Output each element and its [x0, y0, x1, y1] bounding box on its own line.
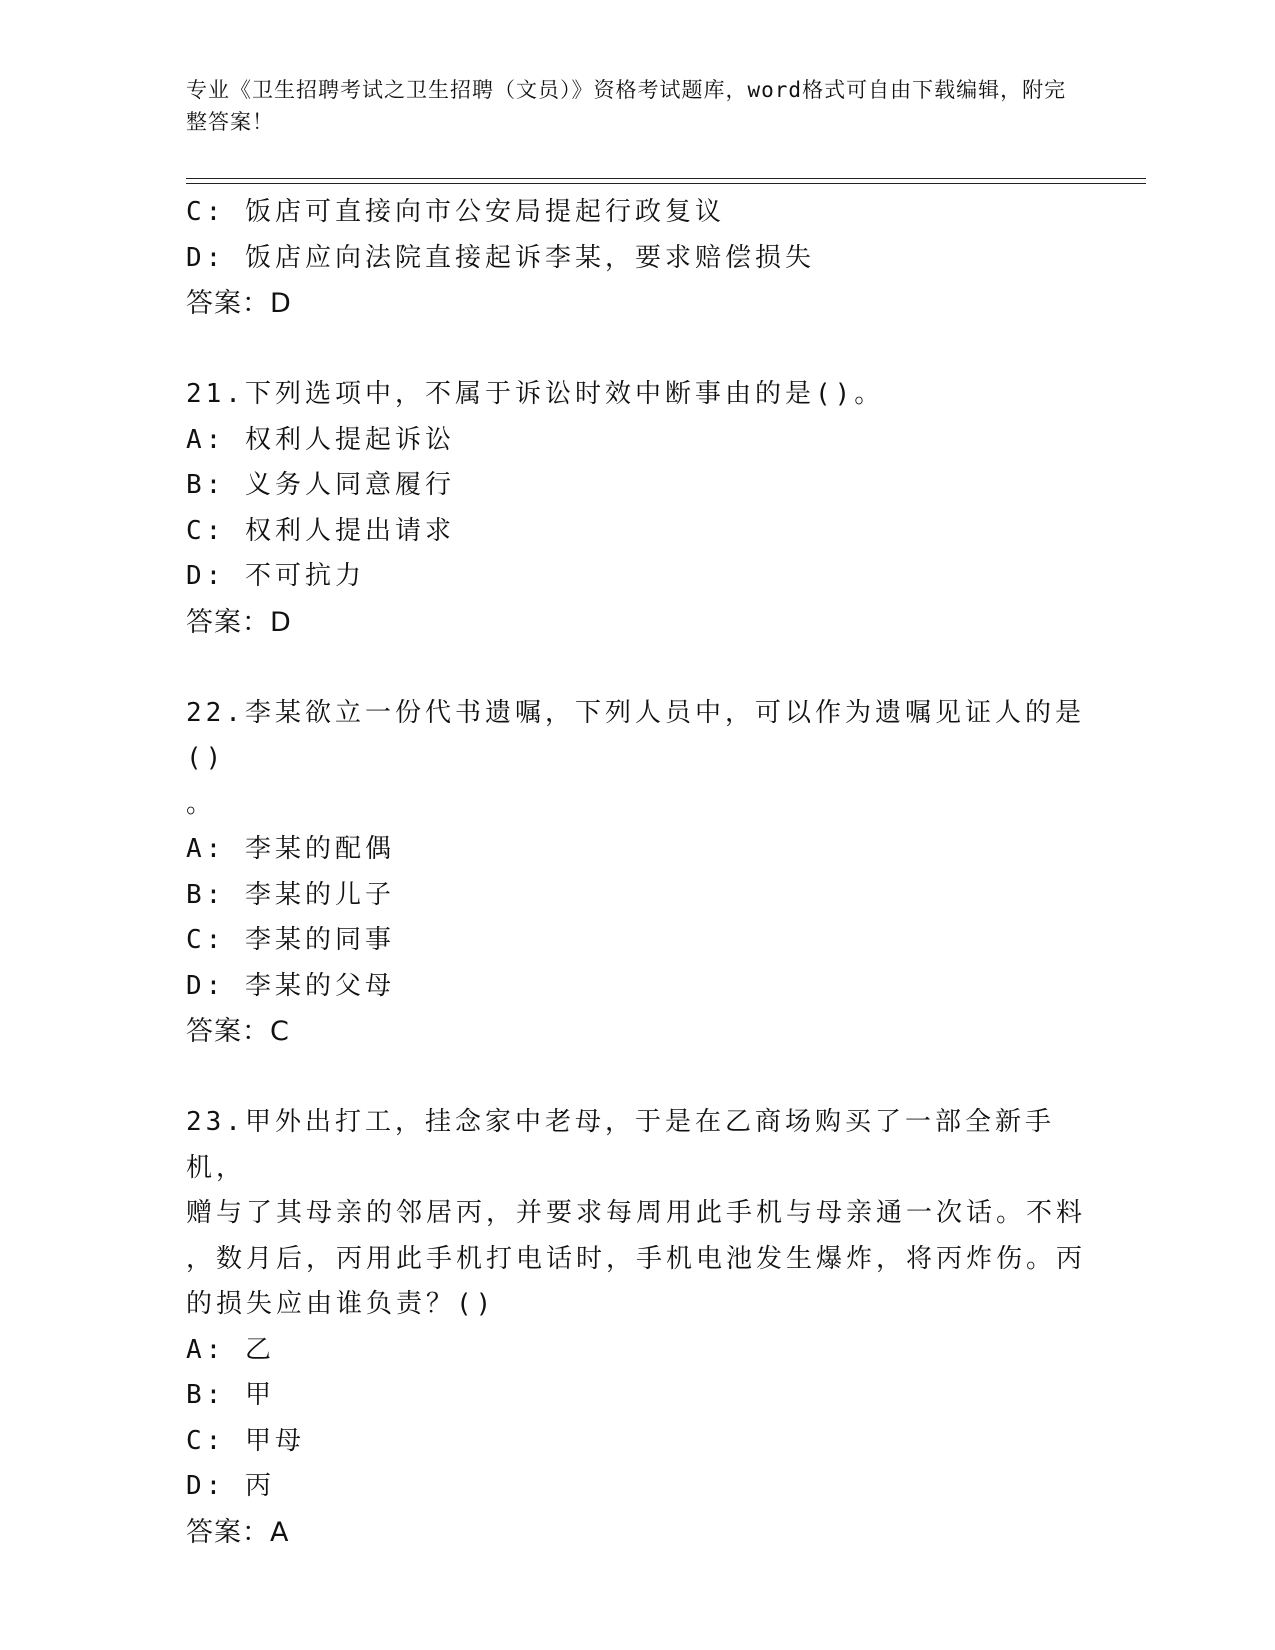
option-d: D: 李某的父母: [186, 970, 395, 1001]
question-23: [186, 1100, 1086, 1555]
spacer: [186, 327, 1086, 373]
option-d: D: 丙: [186, 1471, 275, 1501]
option-c: C: 甲母: [186, 1425, 305, 1456]
spacer: [186, 1055, 1086, 1101]
answer: 答案：D: [186, 288, 292, 319]
option-a: A: 李某的配偶: [186, 834, 395, 864]
option-c: C: 李某的同事: [186, 925, 395, 955]
option-a: A: 乙: [186, 1334, 275, 1365]
header-rule-top: [186, 178, 1146, 179]
option-a: A: 权利人提起诉讼: [186, 424, 455, 455]
question-text: 21.下列选项中，不属于诉讼时效中断事由的是()。: [186, 379, 885, 409]
question-20-tail: [186, 190, 1086, 327]
option-d: D: 不可抗力: [186, 561, 365, 591]
header-rule-bottom: [186, 183, 1146, 184]
option-d: D: 饭店应向法院直接起诉李某，要求赔偿损失: [186, 242, 815, 273]
option-b: B: 义务人同意履行: [186, 470, 455, 500]
question-21: [186, 372, 1086, 645]
question-text-continued: 的损失应由谁负责？(): [186, 1289, 496, 1319]
option-b: B: 甲: [186, 1380, 275, 1410]
question-text: 23.甲外出打工，挂念家中老母，于是在乙商场购买了一部全新手机，: [186, 1107, 1055, 1183]
document-body: [186, 190, 1086, 1555]
option-c: C: 权利人提出请求: [186, 515, 455, 546]
question-text-continued: 赠与了其母亲的邻居丙，并要求每周用此手机与母亲通一次话。不料: [186, 1198, 1087, 1228]
document-header: [186, 74, 1086, 138]
answer: 答案：A: [186, 1516, 290, 1548]
answer: 答案：D: [186, 606, 292, 638]
option-c: C: 饭店可直接向市公安局提起行政复议: [186, 197, 725, 227]
question-text-continued: ，数月后，丙用此手机打电话时，手机电池发生爆炸，将丙炸伤。丙: [186, 1243, 1087, 1274]
question-22: [186, 691, 1086, 1055]
question-text: 22.李某欲立一份代书遗嘱，下列人员中，可以作为遗嘱见证人的是(): [186, 697, 1085, 773]
spacer: [186, 645, 1086, 691]
header-title: 专业《卫生招聘考试之卫生招聘（文员）》资格考试题库，word格式可自由下载编辑，附完整答案！: [186, 78, 1067, 134]
question-text-continued: 。: [186, 788, 217, 819]
answer: 答案：C: [186, 1016, 290, 1047]
option-b: B: 李某的儿子: [186, 879, 395, 910]
